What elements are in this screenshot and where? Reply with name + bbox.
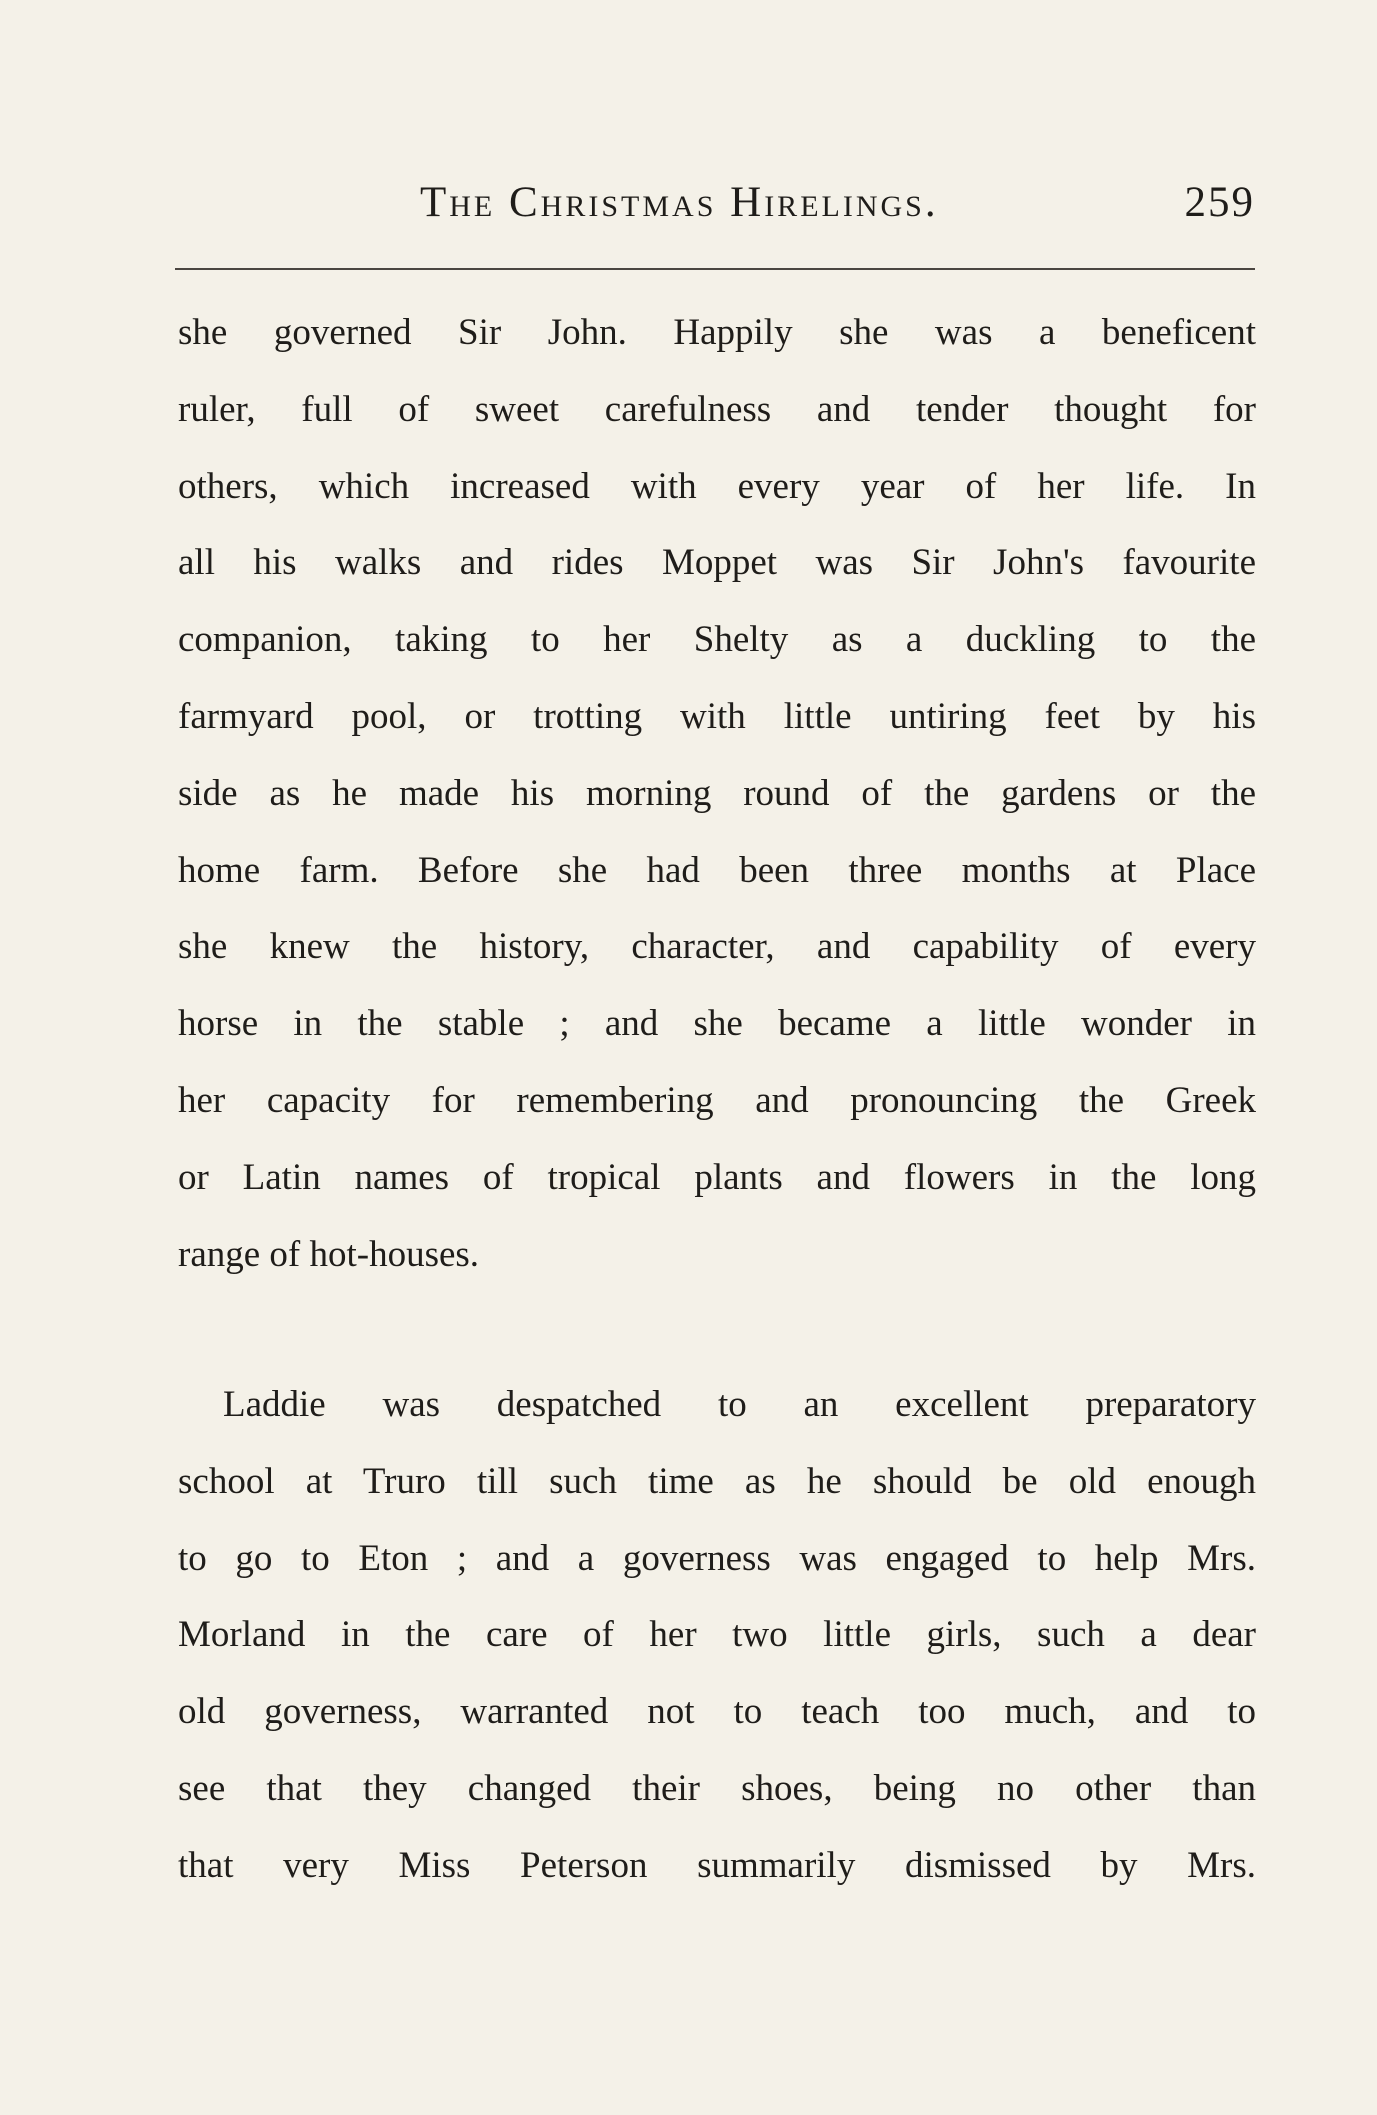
- running-title: The Christmas Hirelings.: [420, 179, 939, 226]
- text-line: side as he made his morning round of the gardens or the: [178, 772, 1256, 814]
- text-line: farmyard pool, or trotting with little untiring feet by his: [178, 695, 1256, 737]
- text-line: see that they changed their shoes, being no other than: [178, 1767, 1256, 1809]
- text-line: range of hot-houses.: [178, 1233, 480, 1275]
- text-line: companion, taking to her Shelty as a duckling to the: [178, 619, 1256, 661]
- text-line: others, which increased with every year of her life. In: [178, 465, 1256, 507]
- text-line: her capacity for remembering and pronouncing the Greek: [178, 1079, 1256, 1121]
- page-number: 259: [1184, 179, 1255, 226]
- text-line: that very Miss Peterson summarily dismissed by Mrs.: [178, 1844, 1256, 1886]
- paragraph-2: [178, 1380, 1256, 1918]
- header-rule: [175, 268, 1255, 270]
- text-line: school at Truro till such time as he should be old enough: [178, 1460, 1256, 1502]
- text-line: ruler, full of sweet carefulness and tender thought for: [178, 388, 1256, 430]
- text-line: she governed Sir John. Happily she was a beneficent: [178, 312, 1256, 353]
- text-line: all his walks and rides Moppet was Sir John's favourite: [178, 542, 1256, 584]
- text-line: Morland in the care of her two little girls, such a dear: [178, 1614, 1256, 1656]
- text-line: or Latin names of tropical plants and flowers in the long: [178, 1156, 1256, 1198]
- running-head: [175, 178, 1255, 238]
- text-line: she knew the history, character, and capability of every: [178, 926, 1256, 968]
- text-line: old governess, warranted not to teach too much, and to: [178, 1691, 1256, 1733]
- text-line: to go to Eton ; and a governess was engaged to help Mrs.: [178, 1537, 1256, 1579]
- paragraph-1: [178, 308, 1256, 1306]
- text-line: Laddie was despatched to an excellent preparatory: [223, 1384, 1256, 1425]
- text-line: horse in the stable ; and she became a little wonder in: [178, 1003, 1256, 1045]
- text-line: home farm. Before she had been three months at Place: [178, 849, 1256, 891]
